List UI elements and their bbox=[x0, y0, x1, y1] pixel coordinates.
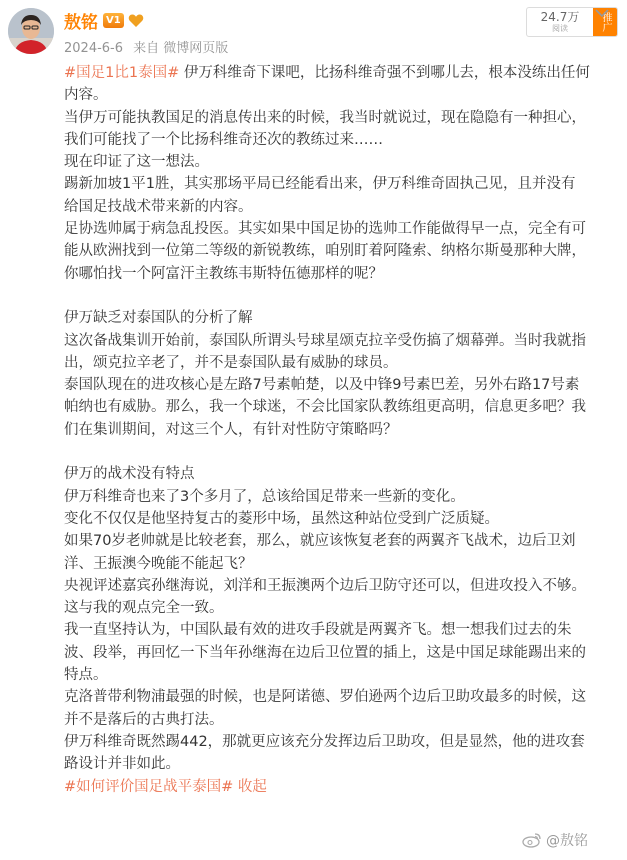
paragraph-spacer bbox=[64, 441, 616, 463]
text-line: 内容。 bbox=[64, 87, 108, 104]
text-line: 我们可能找了一个比扬科维奇还次的教练过来…… bbox=[64, 131, 383, 148]
text-line: 变化不仅仅是他坚持复古的菱形中场，虽然这种站位受到广泛质疑。 bbox=[64, 510, 499, 527]
topic-tag-link[interactable]: #如何评价国足战平泰国# bbox=[64, 778, 234, 795]
text-line: 现在印证了这一想法。 bbox=[64, 154, 209, 171]
text-line: 特点。 bbox=[64, 667, 108, 684]
weibo-logo-icon bbox=[522, 832, 542, 848]
vip-badge[interactable]: V1 bbox=[103, 13, 124, 28]
section-heading: 伊万的战术没有特点 bbox=[64, 466, 195, 483]
view-count bbox=[527, 8, 593, 36]
text-line: 伊万科维奇也来了3个多月了，总该给国足带来一些新的变化。 bbox=[64, 488, 465, 505]
text-line: 给国足技战术带来新的内容。 bbox=[64, 198, 253, 215]
text-line: 你哪怕找一个阿富汗主教练韦斯特伍德那样的呢？ bbox=[64, 265, 383, 282]
text-line bbox=[64, 62, 616, 84]
author-row bbox=[64, 6, 144, 34]
post-meta bbox=[64, 37, 234, 56]
text-line: 这与我的观点完全一致。 bbox=[64, 600, 224, 617]
paragraph-spacer bbox=[64, 285, 616, 307]
text-line bbox=[64, 776, 616, 798]
text-line: 当伊万可能执教国足的消息传出来的时候，我当时就说过，现在隐隐有一种担心， bbox=[64, 109, 586, 126]
collapse-link[interactable]: 收起 bbox=[233, 778, 267, 795]
text-line: 足协选帅属于病急乱投医。其实如果中国足协的选帅工作能做得早一点，完全有可 bbox=[64, 221, 586, 238]
heart-icon[interactable] bbox=[128, 13, 144, 28]
avatar[interactable] bbox=[8, 8, 54, 54]
watermark-text: @敖铭 bbox=[546, 833, 588, 849]
weibo-watermark bbox=[522, 830, 588, 850]
post-body bbox=[64, 62, 616, 798]
view-count-value: 24.7万 bbox=[540, 10, 580, 24]
text-line: 伊万科维奇既然踢442，那就更应该充分发挥边后卫助攻，但是显然，他的进攻套 bbox=[64, 733, 585, 750]
view-count-label: 阅读 bbox=[552, 24, 568, 33]
text-line: 波、段举，再回忆一下当年孙继海在边后卫位置的插上，这是中国足球能踢出来的 bbox=[64, 644, 586, 661]
post-date[interactable]: 2024-6-6 bbox=[64, 41, 124, 56]
text-line: 并不是落后的古典打法。 bbox=[64, 711, 224, 728]
text-line: 踢新加坡1平1胜，其实那场平局已经能看出来，伊万科维奇固执己见，且并没有 bbox=[64, 176, 576, 193]
text-line: 我一直坚持认为，中国队最有效的进攻手段就是两翼齐飞。想一想我们过去的朱 bbox=[64, 622, 572, 639]
text-line: 洋、王振澳今晚能不能起飞？ bbox=[64, 555, 253, 572]
author-name[interactable]: 敖铭 bbox=[64, 12, 98, 33]
text-line: 如果70岁老帅就是比较老套，那么，就应该恢复老套的两翼齐飞战术，边后卫刘 bbox=[64, 533, 576, 550]
post-source: 来自 微博网页版 bbox=[133, 41, 229, 56]
text-line: 们在集训期间，对这三个人，有针对性防守策略吗？ bbox=[64, 421, 398, 438]
text-line: 克洛普带利物浦最强的时候，也是阿诺德、罗伯逊两个边后卫助攻最多的时候，这 bbox=[64, 689, 586, 706]
text-line: 出，颂克拉辛老了，并不是泰国队最有威胁的球员。 bbox=[64, 354, 398, 371]
text-line: 这次备战集训开始前，泰国队所谓头号球星颂克拉辛受伤搞了烟幕弹。当时我就指 bbox=[64, 332, 586, 349]
promote-button[interactable]: 推广 bbox=[593, 8, 617, 36]
text-line: 能从欧洲找到一位第二等级的新锐教练，咱别盯着阿隆索、纳格尔斯曼那种大牌， bbox=[64, 243, 586, 260]
topic-tag-link[interactable]: #国足1比1泰国# bbox=[64, 65, 180, 81]
text-line: 泰国队现在的进攻核心是左路7号素帕楚，以及中锋9号素巴差，另外右路17号素 bbox=[64, 377, 580, 394]
section-heading: 伊万缺乏对泰国队的分析了解 bbox=[64, 310, 253, 327]
chevron-down-icon[interactable] bbox=[592, 5, 612, 23]
text-segment: 伊万科维奇下课吧，比扬科维奇强不到哪儿去，根本没练出任何 bbox=[179, 65, 590, 81]
text-line: 路设计并非如此。 bbox=[64, 756, 180, 773]
text-line: 央视评述嘉宾孙继海说，刘洋和王振澳两个边后卫防守还可以，但进攻投入不够。 bbox=[64, 577, 586, 594]
text-line: 帕纳也有威胁。那么，我一个球迷，不会比国家队教练组更高明，信息更多吧？我 bbox=[64, 399, 586, 416]
vip-level: 1 bbox=[113, 14, 121, 26]
